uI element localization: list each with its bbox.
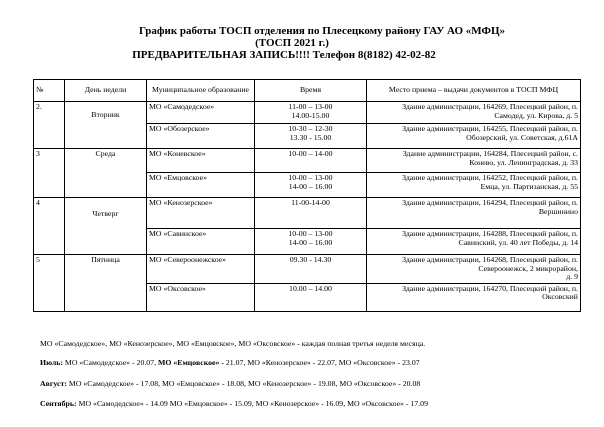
weekday-cell: Вторник: [65, 102, 147, 149]
place-cell: [367, 173, 581, 198]
time-cell: [255, 283, 367, 311]
time-line: 10-00 – 13-00: [288, 229, 333, 238]
time-line: 10.00 – 14.00: [289, 283, 332, 293]
note-august-text: МО «Самодедское» - 17.08, МО «Емцовское» - 18.08, МО «Кенозерское» - 19.08, МО «Оксовское» - 20.08: [66, 379, 421, 388]
place-line: Здание администрации, 164252, Плесецкий район, п.: [402, 173, 578, 182]
time-cell: [255, 149, 367, 173]
header-mo: Муниципальное образование: [147, 80, 255, 102]
place-line: Здание администрации, 164294, Плесецкий район, п.: [402, 198, 578, 207]
weekday-cell: Среда: [65, 149, 147, 198]
municipality-cell: МО «Североонежское»: [147, 255, 255, 284]
row-number: 4: [34, 198, 65, 255]
note-september-label: Сентябрь:: [40, 399, 77, 408]
doc-subtitle: (ТОСП 2021 г.): [255, 37, 329, 49]
time-cell: [255, 255, 367, 284]
place-cell: [367, 229, 581, 255]
header-place: Место приема – выдачи документов в ТОСП МФЦ: [367, 80, 581, 102]
time-line: 14-00 – 16.00: [288, 237, 333, 247]
note-august-label: Август:: [40, 379, 67, 388]
schedule-table: [33, 79, 581, 312]
place-line: Здание администрации, 164288, Плесецкий район, п.: [402, 229, 578, 238]
time-cell: [255, 229, 367, 255]
place-line: Здание администрации, 164268, Плесецкий район, п.: [402, 255, 578, 264]
municipality-cell: МО «Емцовское»: [147, 173, 255, 198]
header-num: №: [34, 80, 65, 102]
place-cell: [367, 149, 581, 173]
place-line: Здание администрации, 164255, Плесецкий район, п.: [402, 124, 578, 133]
weekday-cell: Пятница: [65, 255, 147, 312]
note-july-text-2: 21.07, МО «Кенозерское» - 22.07, МО «Оксовское» - 23.07: [223, 358, 420, 367]
doc-title: График работы ТОСП отделения по Плесецкому району ГАУ АО «МФЦ»: [138, 25, 506, 37]
time-line: 11-00 – 13-00: [288, 102, 333, 111]
place-cell: [367, 255, 581, 284]
place-line: д. 9: [566, 272, 578, 282]
place-line: Североонежск, 2 микрорайон,: [478, 263, 578, 273]
note-july-highlight: МО «Емцовское» -: [158, 358, 224, 367]
time-cell: [255, 124, 367, 149]
municipality-cell: МО «Самодедское»: [147, 102, 255, 124]
municipality-cell: МО «Коневское»: [147, 149, 255, 173]
time-line: 10-30 – 12-30: [288, 124, 333, 133]
note-general: МО «Самодедское», МО «Кенозерское», МО «Емцовское», МО «Оксовское» - каждая полная третья неделя месяца.: [40, 339, 426, 348]
place-line: Савинский, ул. 40 лет Победы, д. 14: [458, 237, 578, 247]
table-row: [34, 102, 581, 124]
table-row: [34, 255, 581, 284]
place-cell: [367, 102, 581, 124]
place-line: Емца, ул. Партизанская, д. 55: [480, 181, 578, 191]
place-line: Оксовский: [542, 292, 578, 302]
place-cell: [367, 124, 581, 149]
place-line: Здание администрации, 164270, Плесецкий район, п.: [402, 283, 578, 293]
time-cell: [255, 198, 367, 229]
weekday-cell: Четверг: [65, 198, 147, 255]
time-line: 13.30 - 15.00: [289, 132, 332, 142]
header-day: День недели: [65, 80, 147, 102]
municipality-cell: МО «Обозерское»: [147, 124, 255, 149]
municipality-cell: МО «Оксовское»: [147, 283, 255, 311]
note-july-text-1: МО «Самодедское» - 20.07,: [62, 358, 158, 367]
time-line: 10-00 – 14-00: [288, 149, 333, 158]
time-cell: [255, 173, 367, 198]
municipality-cell: МО «Кенозерское»: [147, 198, 255, 229]
time-line: 14-00 – 16.00: [288, 181, 333, 191]
place-line: Вершинино: [538, 206, 578, 216]
place-line: Здание администрации, 164284, Плесецкий район, с.: [402, 149, 578, 158]
header-time: Время: [255, 80, 367, 102]
note-september: [40, 399, 428, 408]
row-number: 5: [34, 255, 65, 312]
time-line: 10-00 – 13-00: [288, 173, 333, 182]
note-september-text: МО «Самодедское» - 14.09 МО «Емцовское» - 15.09, МО «Кенозерское» - 16.09, МО «Оксовское» - 17.09: [76, 399, 428, 408]
time-cell: [255, 102, 367, 124]
note-july: [40, 358, 420, 367]
table-row: [34, 198, 581, 229]
note-july-label: Июль:: [40, 358, 63, 367]
place-line: Здание администрации, 164269, Плесецкий район, п.: [402, 102, 578, 111]
place-cell: [367, 198, 581, 229]
time-line: 11-00-14-00: [291, 198, 330, 207]
municipality-cell: МО «Савинское»: [147, 229, 255, 255]
row-number: 2.: [34, 102, 65, 149]
place-cell: [367, 283, 581, 311]
note-august: [40, 379, 420, 388]
place-line: Обозерский, ул. Советская, д.61А: [466, 132, 578, 142]
place-line: Конево, ул. Ленинградская, д. 33: [469, 157, 578, 167]
table-row: [34, 149, 581, 173]
row-number: 3: [34, 149, 65, 198]
table-header-row: [34, 80, 581, 102]
doc-phone-line: ПРЕДВАРИТЕЛЬНАЯ ЗАПИСЬ!!!! Телефон 8(8182) 42-02-82: [132, 49, 436, 61]
time-line: 14.00-15.00: [291, 110, 330, 120]
time-line: 09.30 - 14.30: [289, 255, 332, 264]
place-line: Самодед, ул. Кирова, д. 5: [494, 110, 578, 120]
